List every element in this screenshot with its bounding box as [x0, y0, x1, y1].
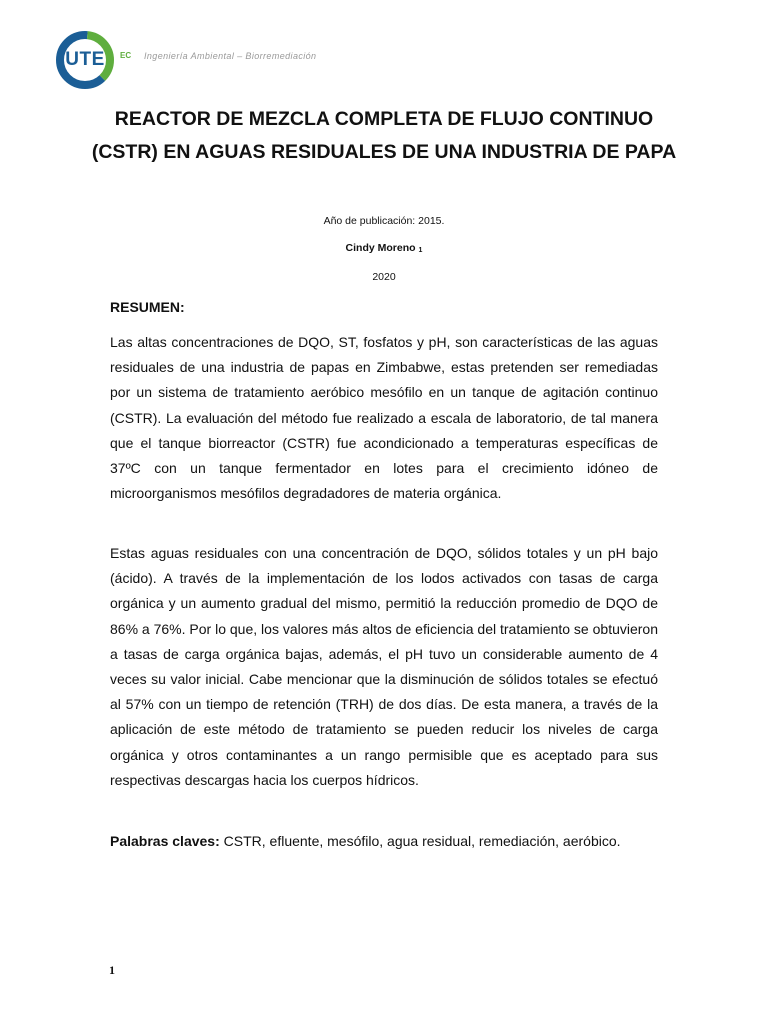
header-caption: Ingeniería Ambiental – Biorremediación	[144, 51, 317, 61]
author-name: Cindy Moreno	[345, 242, 416, 254]
keywords-paragraph	[110, 829, 658, 854]
document-title: REACTOR DE MEZCLA COMPLETA DE FLUJO CONTINUO (CSTR) EN AGUAS RESIDUALES DE UNA INDUSTRIA DE PAPA	[91, 108, 677, 163]
logo-text: UTE	[65, 49, 105, 70]
author-affiliation-mark: 1	[418, 247, 423, 254]
page-number: 1	[109, 963, 115, 977]
page-header	[52, 30, 317, 90]
ute-logo	[52, 30, 317, 90]
author-line	[0, 242, 768, 254]
keywords-label: Palabras claves:	[110, 833, 220, 849]
document-date: 2020	[372, 271, 396, 283]
keywords-list: CSTR, efluente, mesófilo, agua residual, remediación, aeróbico.	[223, 833, 621, 849]
abstract-heading: RESUMEN:	[110, 299, 185, 315]
logo-suffix: EC	[120, 51, 132, 60]
publication-year: Año de publicación: 2015.	[323, 215, 445, 227]
abstract-paragraph-2: Estas aguas residuales con una concentración de DQO, sólidos totales y un pH bajo (ácido). A través de la implementación de los lodos activados con tasas de carga orgánica y un aumento gradual del mismo, permitió la reducción promedio de DQO de 86% a 76%. Por lo que, los valores más altos de eficiencia del tratamiento se obtuvieron a tasas de carga orgánica bajas, además, el pH tuvo un considerable aumento de 4 veces su valor inicial. Cabe mencionar que la disminución de sólidos totales se efectuó al 57% con un tiempo de retención (TRH) de dos días. De esta manera, a través de la aplicación de este método de tratamiento se pueden reducir los niveles de carga orgánica y otros contaminantes a un rango permisible que es aceptado para sus respectivas descargas hacia los cuerpos hídricos.	[110, 545, 658, 788]
abstract-paragraph-1: Las altas concentraciones de DQO, ST, fosfatos y pH, son características de las aguas residuales de una industria de papas en Zimbabwe, estas pretenden ser remediadas por un sistema de tratamiento aeróbico mesófilo en un tanque de agitación continuo (CSTR). La evaluación del método fue realizado a escala de laboratorio, de tal manera que el tanque biorreactor (CSTR) fue acondicionado a temperaturas específicas de 37ºC con un tanque fermentador en lotes para el crecimiento idóneo de microorganismos mesófilos degradadores de materia orgánica.	[110, 334, 658, 502]
